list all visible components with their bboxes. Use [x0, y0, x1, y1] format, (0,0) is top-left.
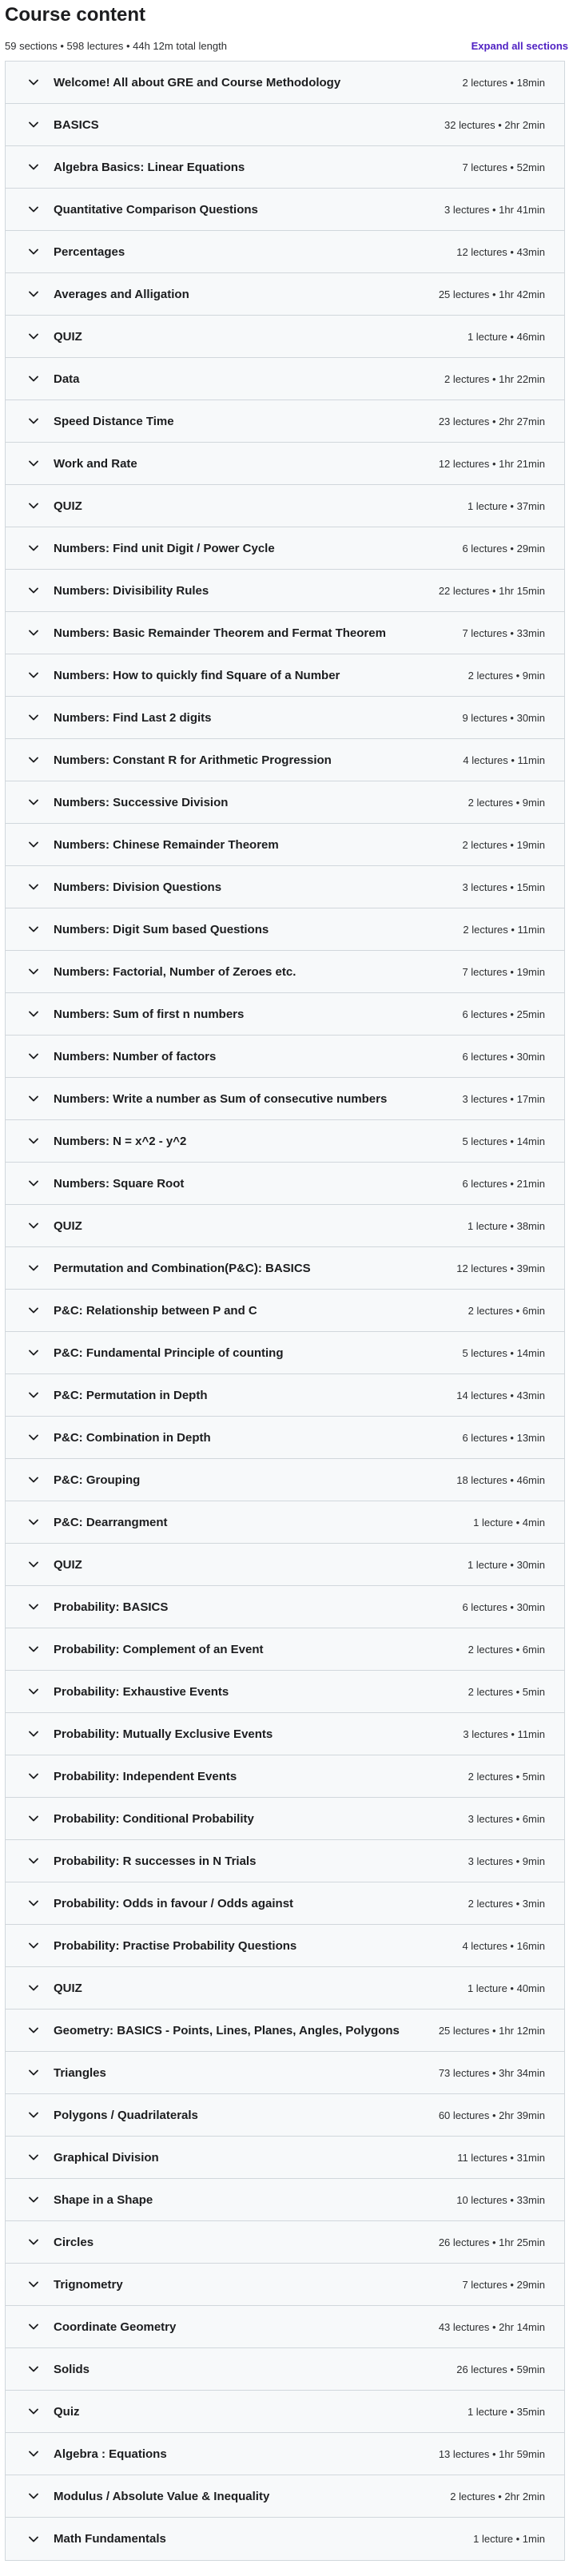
- section-title: Probability: Odds in favour / Odds against: [54, 1896, 294, 1910]
- section-title: Numbers: Divisibility Rules: [54, 583, 209, 598]
- chevron-down-icon[interactable]: [28, 1601, 39, 1612]
- section-meta: 7 lectures • 19min: [462, 965, 545, 978]
- chevron-down-icon[interactable]: [28, 246, 39, 257]
- section-title: Permutation and Combination(P&C): BASICS: [54, 1261, 311, 1275]
- section-row[interactable]: [6, 400, 564, 443]
- chevron-down-icon[interactable]: [28, 2534, 39, 2545]
- section-meta: 6 lectures • 29min: [462, 542, 545, 555]
- section-title: Numbers: Factorial, Number of Zeroes etc.: [54, 964, 296, 979]
- section-row[interactable]: [6, 1628, 564, 1671]
- section-meta: 13 lectures • 1hr 59min: [438, 2447, 545, 2460]
- section-meta: 2 lectures • 6min: [468, 1304, 545, 1317]
- chevron-down-icon[interactable]: [28, 458, 39, 469]
- chevron-down-icon[interactable]: [28, 1771, 39, 1782]
- chevron-down-icon[interactable]: [28, 966, 39, 977]
- section-row[interactable]: [6, 2094, 564, 2137]
- section-title: Probability: Exhaustive Events: [54, 1684, 229, 1699]
- chevron-down-icon[interactable]: [28, 670, 39, 681]
- chevron-down-icon[interactable]: [28, 2109, 39, 2121]
- section-title: Triangles: [54, 2065, 106, 2080]
- section-row[interactable]: [6, 2010, 564, 2052]
- section-row[interactable]: [6, 1332, 564, 1374]
- section-row[interactable]: [6, 1036, 564, 1078]
- section-title: QUIZ: [54, 329, 82, 344]
- section-title: Numbers: Successive Division: [54, 795, 229, 809]
- chevron-down-icon[interactable]: [28, 1686, 39, 1697]
- chevron-down-icon[interactable]: [28, 1220, 39, 1231]
- section-title: Algebra : Equations: [54, 2447, 167, 2461]
- chevron-down-icon[interactable]: [28, 2406, 39, 2417]
- section-row[interactable]: [6, 273, 564, 316]
- section-title: Probability: Mutually Exclusive Events: [54, 1727, 273, 1741]
- section-row[interactable]: [6, 104, 564, 146]
- chevron-down-icon[interactable]: [28, 1559, 39, 1570]
- section-row[interactable]: [6, 866, 564, 908]
- section-row[interactable]: [6, 358, 564, 400]
- chevron-down-icon[interactable]: [28, 1432, 39, 1443]
- section-row[interactable]: [6, 2137, 564, 2179]
- section-meta: 23 lectures • 2hr 27min: [438, 415, 545, 427]
- section-meta: 2 lectures • 11min: [463, 923, 545, 936]
- section-meta: 26 lectures • 59min: [456, 2363, 545, 2375]
- chevron-down-icon[interactable]: [28, 712, 39, 723]
- section-meta: 10 lectures • 33min: [456, 2193, 545, 2206]
- section-row[interactable]: [6, 1798, 564, 1840]
- section-row[interactable]: [6, 1925, 564, 1967]
- section-row[interactable]: [6, 612, 564, 654]
- section-title: Numbers: Number of factors: [54, 1049, 217, 1063]
- section-meta: 3 lectures • 9min: [468, 1854, 545, 1867]
- section-meta: 2 lectures • 19min: [462, 838, 545, 851]
- section-row[interactable]: [6, 781, 564, 824]
- chevron-down-icon[interactable]: [28, 754, 39, 765]
- chevron-down-icon[interactable]: [28, 2491, 39, 2502]
- course-stats: 59 sections • 598 lectures • 44h 12m total length: [5, 39, 227, 52]
- chevron-down-icon[interactable]: [28, 1008, 39, 1020]
- chevron-down-icon[interactable]: [28, 924, 39, 935]
- section-row[interactable]: [6, 1459, 564, 1501]
- chevron-down-icon[interactable]: [28, 2279, 39, 2290]
- section-row[interactable]: [6, 2306, 564, 2348]
- section-title: Probability: Conditional Probability: [54, 1811, 254, 1826]
- section-meta: 2 lectures • 9min: [468, 669, 545, 682]
- section-row[interactable]: [6, 1290, 564, 1332]
- chevron-down-icon[interactable]: [28, 1051, 39, 1062]
- section-title: Numbers: Digit Sum based Questions: [54, 922, 269, 936]
- section-row[interactable]: [6, 1671, 564, 1713]
- expand-all-sections-button[interactable]: Expand all sections: [471, 39, 568, 52]
- section-meta: 4 lectures • 11min: [463, 753, 545, 766]
- section-meta: 3 lectures • 6min: [468, 1812, 545, 1825]
- section-meta: 60 lectures • 2hr 39min: [438, 2109, 545, 2121]
- chevron-down-icon[interactable]: [28, 881, 39, 892]
- section-title: Numbers: Division Questions: [54, 880, 222, 894]
- section-row[interactable]: [6, 1586, 564, 1628]
- section-meta: 18 lectures • 46min: [456, 1473, 545, 1486]
- section-title: BASICS: [54, 117, 99, 132]
- section-meta: 3 lectures • 1hr 41min: [444, 203, 545, 216]
- section-row[interactable]: [6, 1247, 564, 1290]
- section-meta: 4 lectures • 16min: [462, 1939, 545, 1952]
- section-title: Geometry: BASICS - Points, Lines, Planes, Angles, Polygons: [54, 2023, 400, 2037]
- chevron-down-icon[interactable]: [28, 415, 39, 427]
- section-row[interactable]: [6, 1967, 564, 2010]
- section-meta: 1 lecture • 37min: [467, 499, 545, 512]
- chevron-down-icon[interactable]: [28, 1855, 39, 1866]
- section-row[interactable]: [6, 2518, 564, 2560]
- section-title: Numbers: N = x^2 - y^2: [54, 1134, 187, 1148]
- section-title: Numbers: Find Last 2 digits: [54, 710, 212, 725]
- chevron-down-icon[interactable]: [28, 331, 39, 342]
- section-title: Numbers: Chinese Remainder Theorem: [54, 837, 279, 852]
- section-meta: 14 lectures • 43min: [456, 1389, 545, 1401]
- section-title: Trignometry: [54, 2277, 123, 2292]
- page-title: Course content: [5, 4, 146, 26]
- chevron-down-icon[interactable]: [28, 1135, 39, 1147]
- chevron-down-icon[interactable]: [28, 1347, 39, 1358]
- section-meta: 7 lectures • 52min: [462, 161, 545, 173]
- chevron-down-icon[interactable]: [28, 543, 39, 554]
- chevron-down-icon[interactable]: [28, 77, 39, 88]
- section-row[interactable]: [6, 570, 564, 612]
- section-row[interactable]: [6, 2391, 564, 2433]
- section-title: P&C: Fundamental Principle of counting: [54, 1346, 284, 1360]
- section-meta: 1 lecture • 30min: [467, 1558, 545, 1571]
- section-title: Numbers: Basic Remainder Theorem and Fermat Theorem: [54, 626, 386, 640]
- chevron-down-icon[interactable]: [28, 627, 39, 638]
- section-meta: 1 lecture • 40min: [467, 1982, 545, 1994]
- section-title: P&C: Dearrangment: [54, 1515, 168, 1529]
- course-summary-bar: [5, 34, 568, 58]
- section-meta: 32 lectures • 2hr 2min: [444, 118, 545, 131]
- section-row[interactable]: [6, 316, 564, 358]
- chevron-down-icon[interactable]: [28, 2363, 39, 2375]
- section-row[interactable]: [6, 62, 564, 104]
- section-meta: 1 lecture • 35min: [467, 2405, 545, 2418]
- chevron-down-icon[interactable]: [28, 2321, 39, 2332]
- section-row[interactable]: [6, 443, 564, 485]
- section-title: P&C: Grouping: [54, 1473, 141, 1487]
- section-title: Numbers: Sum of first n numbers: [54, 1007, 245, 1021]
- section-title: Probability: R successes in N Trials: [54, 1854, 257, 1868]
- section-row[interactable]: [6, 1205, 564, 1247]
- section-meta: 11 lectures • 31min: [457, 2151, 545, 2164]
- section-title: Numbers: How to quickly find Square of a Number: [54, 668, 340, 682]
- section-title: Circles: [54, 2235, 94, 2249]
- chevron-down-icon[interactable]: [28, 1517, 39, 1528]
- section-row[interactable]: [6, 2433, 564, 2475]
- section-title: Probability: Practise Probability Questions: [54, 1938, 297, 1953]
- section-row[interactable]: [6, 1417, 564, 1459]
- section-meta: 6 lectures • 25min: [462, 1008, 545, 1020]
- section-title: Work and Rate: [54, 456, 137, 471]
- section-row[interactable]: [6, 2264, 564, 2306]
- section-title: Probability: BASICS: [54, 1600, 169, 1614]
- section-row[interactable]: [6, 146, 564, 189]
- section-row[interactable]: [6, 527, 564, 570]
- section-title: Probability: Independent Events: [54, 1769, 237, 1783]
- section-title: Numbers: Write a number as Sum of consecutive numbers: [54, 1091, 388, 1106]
- chevron-down-icon[interactable]: [28, 2025, 39, 2036]
- section-meta: 1 lecture • 4min: [473, 1516, 545, 1529]
- section-title: Numbers: Constant R for Arithmetic Progression: [54, 753, 332, 767]
- section-row[interactable]: [6, 189, 564, 231]
- section-meta: 1 lecture • 46min: [467, 330, 545, 343]
- section-title: Speed Distance Time: [54, 414, 174, 428]
- chevron-down-icon[interactable]: [28, 1262, 39, 1274]
- section-title: Averages and Alligation: [54, 287, 189, 301]
- section-meta: 3 lectures • 17min: [462, 1092, 545, 1105]
- section-row[interactable]: [6, 1713, 564, 1755]
- section-meta: 2 lectures • 1hr 22min: [444, 372, 545, 385]
- section-title: Quantitative Comparison Questions: [54, 202, 258, 217]
- section-meta: 2 lectures • 5min: [468, 1685, 545, 1698]
- section-meta: 6 lectures • 13min: [462, 1431, 545, 1444]
- section-meta: 25 lectures • 1hr 12min: [438, 2024, 545, 2037]
- section-meta: 7 lectures • 29min: [462, 2278, 545, 2291]
- chevron-down-icon[interactable]: [28, 1305, 39, 1316]
- chevron-down-icon[interactable]: [28, 2448, 39, 2459]
- section-title: QUIZ: [54, 1218, 82, 1233]
- section-meta: 2 lectures • 2hr 2min: [450, 2490, 545, 2502]
- section-row[interactable]: [6, 231, 564, 273]
- section-row[interactable]: [6, 1840, 564, 1882]
- section-meta: 5 lectures • 14min: [462, 1346, 545, 1359]
- section-meta: 22 lectures • 1hr 15min: [438, 584, 545, 597]
- section-title: Graphical Division: [54, 2150, 159, 2165]
- chevron-down-icon[interactable]: [28, 797, 39, 808]
- chevron-down-icon[interactable]: [28, 1389, 39, 1401]
- section-title: P&C: Combination in Depth: [54, 1430, 211, 1445]
- chevron-down-icon[interactable]: [28, 1728, 39, 1739]
- section-title: P&C: Relationship between P and C: [54, 1303, 257, 1318]
- section-title: P&C: Permutation in Depth: [54, 1388, 208, 1402]
- section-row[interactable]: [6, 1120, 564, 1163]
- section-row[interactable]: [6, 1163, 564, 1205]
- section-row[interactable]: [6, 993, 564, 1036]
- section-meta: 3 lectures • 11min: [463, 1727, 545, 1740]
- section-title: Percentages: [54, 244, 125, 259]
- section-row[interactable]: [6, 1501, 564, 1544]
- section-meta: 25 lectures • 1hr 42min: [438, 288, 545, 300]
- section-row[interactable]: [6, 1755, 564, 1798]
- section-row[interactable]: [6, 2052, 564, 2094]
- section-meta: 6 lectures • 30min: [462, 1600, 545, 1613]
- section-meta: 6 lectures • 30min: [462, 1050, 545, 1063]
- chevron-down-icon[interactable]: [28, 1982, 39, 1994]
- section-meta: 3 lectures • 15min: [462, 881, 545, 893]
- section-meta: 2 lectures • 6min: [468, 1643, 545, 1656]
- section-meta: 2 lectures • 18min: [462, 76, 545, 89]
- section-meta: 1 lecture • 1min: [473, 2533, 545, 2545]
- section-title: Math Fundamentals: [54, 2532, 166, 2546]
- section-title: Probability: Complement of an Event: [54, 1642, 264, 1656]
- chevron-down-icon[interactable]: [28, 1940, 39, 1951]
- section-meta: 12 lectures • 43min: [456, 245, 545, 258]
- section-title: Modulus / Absolute Value & Inequality: [54, 2489, 270, 2503]
- section-row[interactable]: [6, 654, 564, 697]
- chevron-down-icon[interactable]: [28, 1644, 39, 1655]
- chevron-down-icon[interactable]: [28, 288, 39, 300]
- chevron-down-icon[interactable]: [28, 2152, 39, 2163]
- section-meta: 2 lectures • 9min: [468, 796, 545, 809]
- chevron-down-icon[interactable]: [28, 204, 39, 215]
- chevron-down-icon[interactable]: [28, 373, 39, 384]
- chevron-down-icon[interactable]: [28, 2194, 39, 2205]
- chevron-down-icon[interactable]: [28, 1898, 39, 1909]
- chevron-down-icon[interactable]: [28, 1474, 39, 1485]
- section-meta: 73 lectures • 3hr 34min: [438, 2066, 545, 2079]
- section-row[interactable]: [6, 1078, 564, 1120]
- chevron-down-icon[interactable]: [28, 1178, 39, 1189]
- chevron-down-icon[interactable]: [28, 2236, 39, 2248]
- section-meta: 2 lectures • 5min: [468, 1770, 545, 1783]
- section-row[interactable]: [6, 697, 564, 739]
- section-meta: 5 lectures • 14min: [462, 1135, 545, 1147]
- section-meta: 2 lectures • 3min: [468, 1897, 545, 1910]
- section-title: Algebra Basics: Linear Equations: [54, 160, 245, 174]
- section-title: QUIZ: [54, 1557, 82, 1572]
- section-meta: 12 lectures • 39min: [456, 1262, 545, 1274]
- chevron-down-icon[interactable]: [28, 2067, 39, 2078]
- section-row[interactable]: [6, 1882, 564, 1925]
- section-row[interactable]: [6, 1544, 564, 1586]
- section-row[interactable]: [6, 908, 564, 951]
- section-title: Welcome! All about GRE and Course Methodology: [54, 75, 341, 89]
- section-title: Shape in a Shape: [54, 2192, 153, 2207]
- section-title: QUIZ: [54, 499, 82, 513]
- section-title: Numbers: Find unit Digit / Power Cycle: [54, 541, 275, 555]
- section-title: Quiz: [54, 2404, 80, 2419]
- section-title: Solids: [54, 2362, 90, 2376]
- chevron-down-icon[interactable]: [28, 585, 39, 596]
- section-title: Polygons / Quadrilaterals: [54, 2108, 198, 2122]
- section-title: Numbers: Square Root: [54, 1176, 185, 1191]
- chevron-down-icon[interactable]: [28, 500, 39, 511]
- chevron-down-icon[interactable]: [28, 839, 39, 850]
- section-row[interactable]: [6, 951, 564, 993]
- section-row[interactable]: [6, 2221, 564, 2264]
- section-meta: 6 lectures • 21min: [462, 1177, 545, 1190]
- section-title: Coordinate Geometry: [54, 2320, 177, 2334]
- section-row[interactable]: [6, 739, 564, 781]
- section-row[interactable]: [6, 2475, 564, 2518]
- section-row[interactable]: [6, 1374, 564, 1417]
- chevron-down-icon[interactable]: [28, 161, 39, 173]
- section-meta: 26 lectures • 1hr 25min: [438, 2236, 545, 2248]
- section-row[interactable]: [6, 485, 564, 527]
- section-row[interactable]: [6, 2179, 564, 2221]
- section-meta: 43 lectures • 2hr 14min: [438, 2320, 545, 2333]
- section-title: QUIZ: [54, 1981, 82, 1995]
- section-row[interactable]: [6, 824, 564, 866]
- section-title: Data: [54, 372, 80, 386]
- section-meta: 12 lectures • 1hr 21min: [438, 457, 545, 470]
- sections-list: [5, 61, 565, 2561]
- chevron-down-icon[interactable]: [28, 1093, 39, 1104]
- section-row[interactable]: [6, 2348, 564, 2391]
- section-meta: 9 lectures • 30min: [462, 711, 545, 724]
- section-meta: 1 lecture • 38min: [467, 1219, 545, 1232]
- chevron-down-icon[interactable]: [28, 119, 39, 130]
- section-meta: 7 lectures • 33min: [462, 626, 545, 639]
- chevron-down-icon[interactable]: [28, 1813, 39, 1824]
